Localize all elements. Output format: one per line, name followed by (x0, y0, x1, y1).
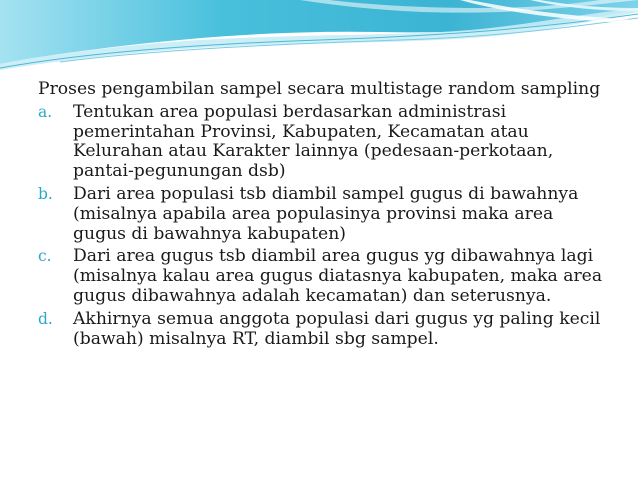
header-wave-decoration (0, 0, 638, 80)
list-item-text: Dari area populasi tsb diambil sampel gugus di bawahnya (misalnya apabila area populasinya provinsi maka area gugus di bawahnya kabupaten) (73, 183, 579, 244)
list-item-d (38, 310, 610, 350)
list-item-text: Tentukan area populasi berdasarkan administrasi pemerintahan Provinsi, Kabupaten, Kecamatan atau Kelurahan atau Karakter lainnya (pedesaan-perkotaan, pantai-pegunungan dsb) (73, 101, 554, 182)
list-marker: b. (38, 184, 53, 203)
list-item-c (38, 247, 610, 306)
slide-body (38, 80, 610, 352)
list-marker: c. (38, 247, 52, 266)
list-item-text: Dari area gugus tsb diambil area gugus yg dibawahnya lagi (misalnya kalau area gugus diatasnya kabupaten, maka area gugus dibawahnya adalah kecamatan) dan seterusnya. (73, 246, 603, 306)
intro-text: Proses pengambilan sampel secara multistage random sampling (38, 79, 601, 99)
list-item-a (38, 103, 610, 182)
list-item-text: Akhirnya semua anggota populasi dari gugus yg paling kecil (bawah) misalnya RT, diambil sbg sampel. (73, 308, 601, 349)
list-marker: a. (38, 102, 53, 121)
list-item-b (38, 185, 610, 244)
list-marker: d. (38, 309, 53, 328)
